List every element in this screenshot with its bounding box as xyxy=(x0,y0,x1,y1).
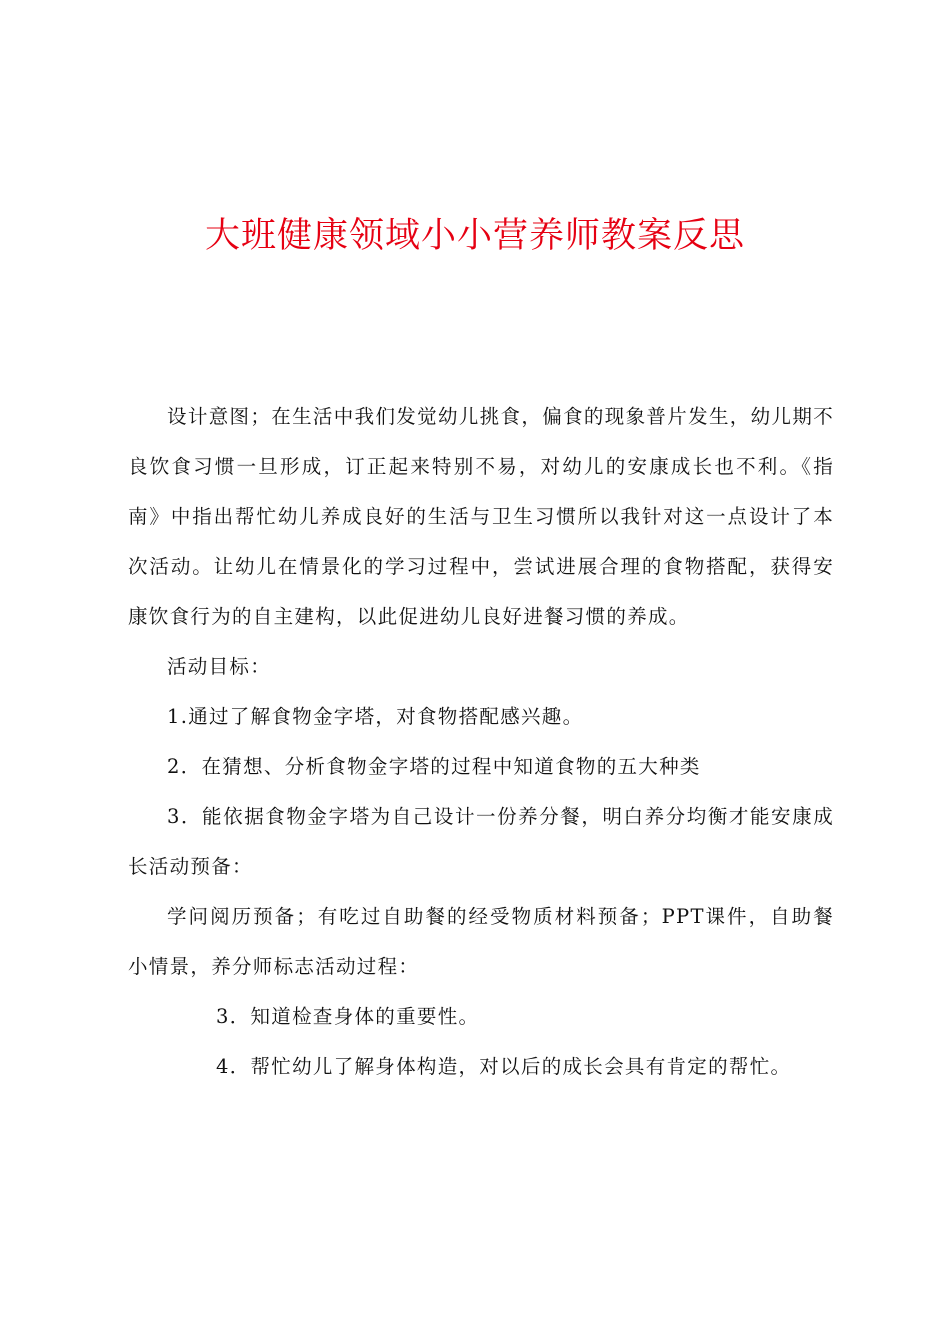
paragraph-design-intent: 设计意图；在生活中我们发觉幼儿挑食，偏食的现象普片发生，幼儿期不良饮食习惯一旦形成，订正起来特别不易，对幼儿的安康成长也不利。《指南》中指出帮忙幼儿养成良好的生活与卫生习惯所以我针对这一点设计了本次活动。让幼儿在情景化的学习过程中，尝试进展合理的食物搭配，获得安康饮食行为的自主建构，以此促进幼儿良好进餐习惯的养成。 xyxy=(128,405,834,628)
paragraph-goal-3: 3．能依据食物金字塔为自己设计一份养分餐，明白养分均衡才能安康成长活动预备： xyxy=(128,805,834,878)
paragraph-goal-2: 2．在猜想、分析食物金字塔的过程中知道食物的五大种类 xyxy=(167,755,701,778)
paragraph-goal-1: 1.通过了解食物金字塔，对食物搭配感兴趣。 xyxy=(167,705,584,728)
document-body xyxy=(128,392,834,1092)
paragraph-goals-heading: 活动目标： xyxy=(167,655,272,678)
paragraph-item-3: 3．知道检查身体的重要性。 xyxy=(216,1005,480,1028)
paragraph-preparation: 学问阅历预备；有吃过自助餐的经受物质材料预备；PPT课件，自助餐小情景，养分师标志活动过程： xyxy=(128,905,834,978)
document-title: 大班健康领域小小营养师教案反思 xyxy=(204,216,745,256)
paragraph-item-4: 4．帮忙幼儿了解身体构造，对以后的成长会具有肯定的帮忙。 xyxy=(216,1055,792,1078)
